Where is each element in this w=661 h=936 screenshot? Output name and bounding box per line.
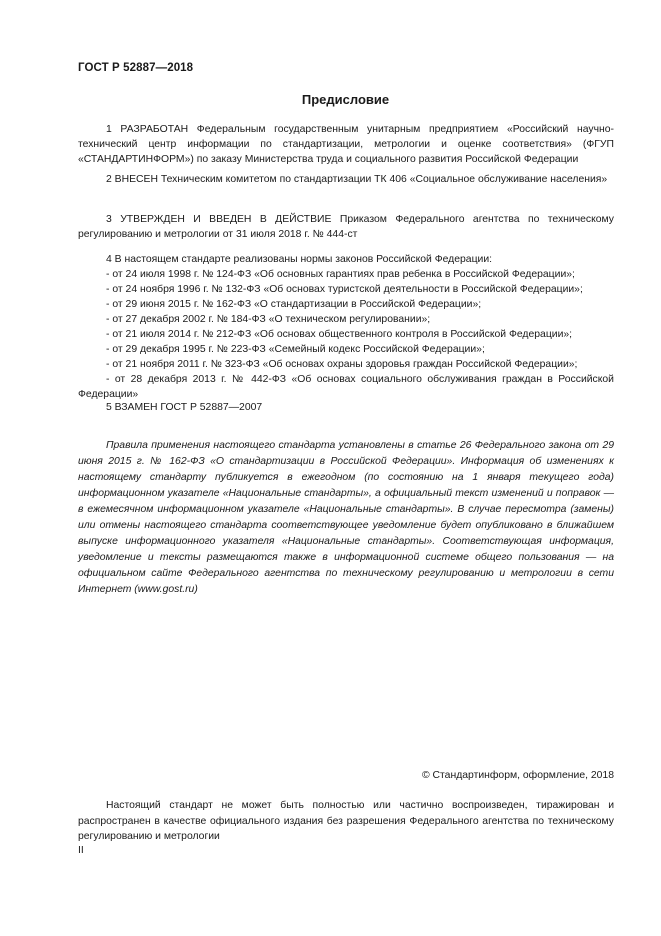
law-item: - от 21 ноября 2011 г. № 323-ФЗ «Об основах охраны здоровья граждан Российской Федерации»; xyxy=(106,359,578,370)
law-item: - от 24 ноября 1996 г. № 132-ФЗ «Об основах туристской деятельности в Российской Федерации»; xyxy=(106,284,583,295)
reproduction-notice: Настоящий стандарт не может быть полностью или частично воспроизведен, тиражирован и распространен в качестве официального издания без разрешения Федерального агентства по техническому регулированию и метрологии xyxy=(78,800,614,842)
document-code: ГОСТ Р 52887—2018 xyxy=(78,62,194,74)
copyright: © Стандартинформ, оформление, 2018 xyxy=(421,770,614,781)
section-1: 1 РАЗРАБОТАН Федеральным государственным унитарным предприятием «Российский научно-технический центр информации по стандартизации, метрологии и оценке соответствия» (ФГУП «СТАНДАРТИНФОРМ») по заказу Министерства труда и социального развития Российской Федерации xyxy=(78,124,614,165)
section-4-intro: 4 В настоящем стандарте реализованы нормы законов Российской Федерации: xyxy=(106,254,493,265)
section-4 xyxy=(78,252,614,402)
law-item: - от 27 декабря 2002 г. № 184-ФЗ «О техническом регулировании»; xyxy=(106,314,431,325)
section-2: 2 ВНЕСЕН Техническим комитетом по стандартизации ТК 406 «Социальное обслуживание населения» xyxy=(106,174,608,185)
law-item: - от 21 июля 2014 г. № 212-ФЗ «Об основах общественного контроля в Российской Федерации»; xyxy=(106,329,573,340)
law-item: - от 29 декабря 1995 г. № 223-ФЗ «Семейный кодекс Российской Федерации»; xyxy=(106,344,485,355)
page-title: Предисловие xyxy=(301,92,390,107)
section-5: 5 ВЗАМЕН ГОСТ Р 52887—2007 xyxy=(106,402,263,413)
law-item: - от 29 июня 2015 г. № 162-ФЗ «О стандартизации в Российской Федерации»; xyxy=(106,299,482,310)
page-number: II xyxy=(78,845,84,856)
section-3: 3 УТВЕРЖДЕН И ВВЕДЕН В ДЕЙСТВИЕ Приказом Федерального агентства по техническому регулированию и метрологии от 31 июля 2018 г. № 444-ст xyxy=(78,214,614,240)
law-item: - от 28 декабря 2013 г. № 442-ФЗ «Об основах социального обслуживания граждан в Российской Федерации» xyxy=(78,374,614,400)
law-item: - от 24 июля 1998 г. № 124-ФЗ «Об основных гарантиях прав ребенка в Российской Федерации»; xyxy=(106,269,575,280)
application-notice: Правила применения настоящего стандарта установлены в статье 26 Федерального закона от 29 июня 2015 г. № 162-ФЗ «О стандартизации в Российской Федерации». Информация об изменениях к настоящему стандарту публикуется в ежегодном (по состоянию на 1 января текущего года) информационном указателе «Национальные стандарты», а официальный текст изменений и поправок — в ежемесячном информационном указателе «Национальные стандарты». В случае пересмотра (замены) или отмены настоящего стандарта соответствующее уведомление будет опубликовано в ближайшем выпуске информационного указателя «Национальные стандарты». Соответствующая информация, уведомление и тексты размещаются также в информационной системе общего пользования — на официальном сайте Федерального агентства по техническому регулированию и метрологии в сети Интернет (www.gost.ru) xyxy=(78,440,614,595)
